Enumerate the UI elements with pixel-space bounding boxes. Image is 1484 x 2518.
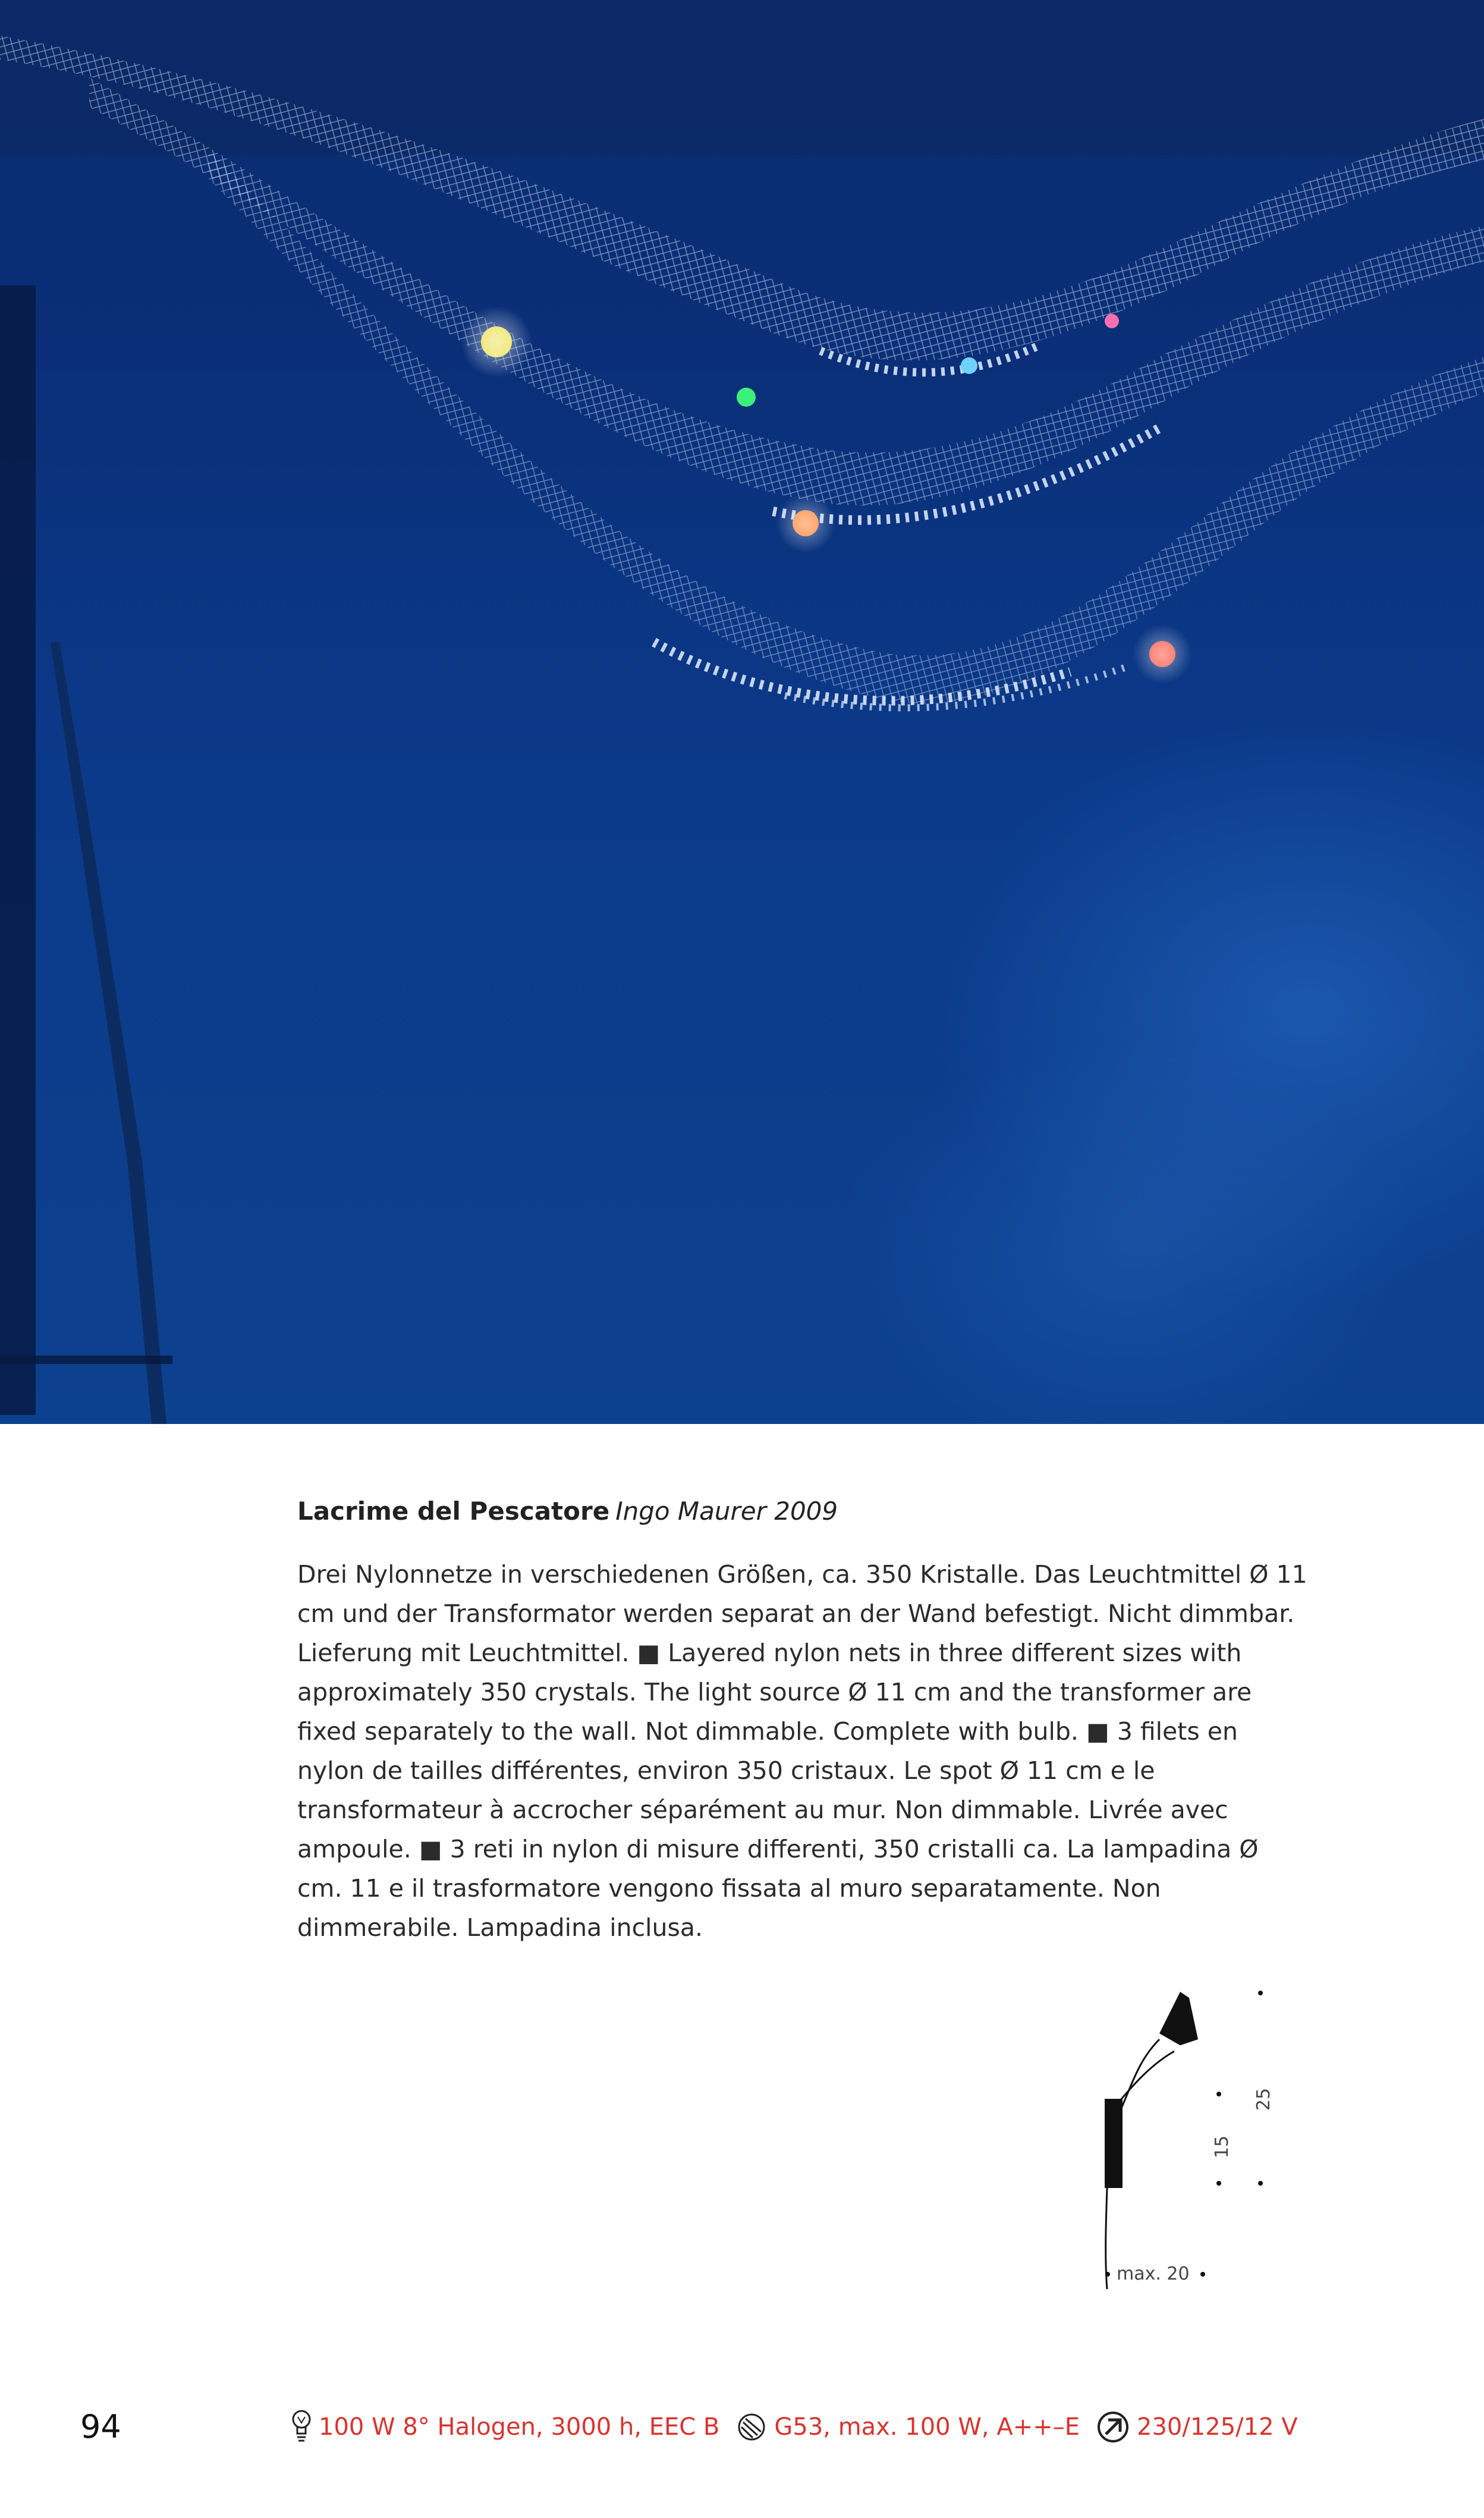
page-number: 94 — [80, 2408, 121, 2445]
transformer-icon — [1096, 2410, 1130, 2444]
product-title-block — [297, 1494, 1308, 1529]
product-name: Lacrime del Pescatore — [297, 1497, 610, 1526]
spec-voltage: 230/125/12 V — [1137, 2413, 1298, 2441]
description-text: Drei Nylonnetze in verschiedenen Größen, ca. 350 Kristalle. Das Leuchtmittel Ø 11 cm und der Transformator werden separat an der Wand befestigt. Nicht dimmbar. Lieferung mit Leuchtmittel. ■ Layered nylon nets in three different sizes with approximately 350 crystals. The light source Ø 11 cm and the transformer are fixed separately to the wall. Not dimmable. Complete with bulb. ■ 3 filets en nylon de tailles différentes, environ 350 cristaux. Le spot Ø 11 cm e le transformateur à accrocher séparément au mur. Non dimmable. Livrée avec ampoule. ■ 3 reti in nylon di misure differenti, 350 cristalli ca. La lampadina Ø cm. 11 e il trasformatore vengono fissata al muro separatamente. Non dimmerabile. Lampadina inclusa. — [297, 1560, 1307, 1942]
dimension-drawing — [1070, 1974, 1296, 2295]
lamp-side-view-drawing — [1070, 1974, 1296, 2295]
dimension-width: max. 20 — [1117, 2264, 1190, 2284]
dimension-height-total: 25 — [1253, 2088, 1274, 2111]
product-designer: Ingo Maurer 2009 — [615, 1497, 838, 1526]
product-description — [297, 1555, 1308, 1947]
light-bulb-icon — [291, 2409, 312, 2445]
socket-icon — [736, 2412, 767, 2442]
spec-line — [291, 2409, 1315, 2445]
dimension-height-lamp: 15 — [1212, 2135, 1233, 2158]
product-title — [297, 1494, 1308, 1529]
spec-socket: G53, max. 100 W, A++–E — [774, 2413, 1080, 2441]
spec-bulb: 100 W 8° Halogen, 3000 h, EEC B — [319, 2413, 720, 2441]
